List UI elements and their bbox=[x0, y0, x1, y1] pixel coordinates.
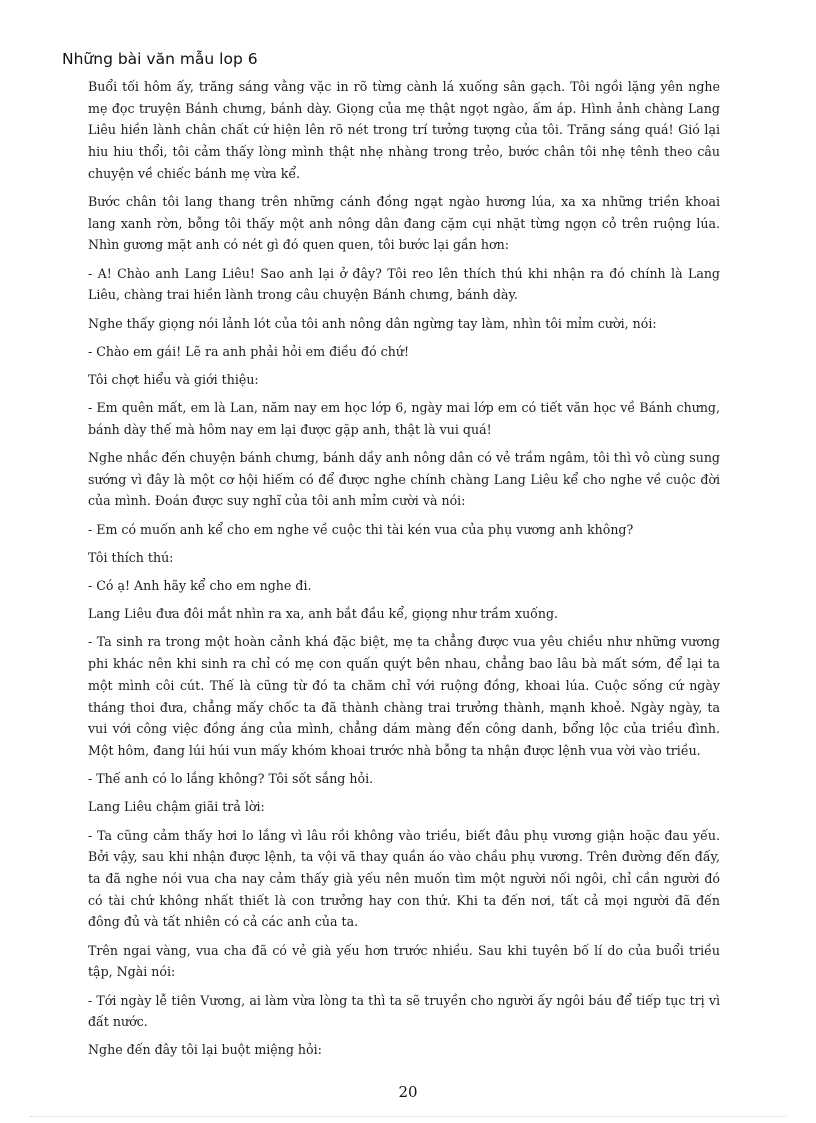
body-text bbox=[88, 76, 720, 1068]
paragraph: - Ta sinh ra trong một hoàn cảnh khá đặc biệt, mẹ ta chẳng được vua yêu chiều như những vương phi khác nên khi sinh ra chỉ có mẹ con quấn quýt bên nhau, chẳng bao lâu bà mất sớm, để lại ta một mình côi cút. Thế là cũng từ đó ta chăm chỉ với ruộng đồng, khoai lúa. Cuộc sống cứ ngày tháng thoi đưa, chẳng mấy chốc ta đã thành chàng trai trưởng thành, mạnh khoẻ. Ngày ngày, ta vui với công việc đồng áng của mình, chẳng dám màng đến công danh, bổng lộc của triều đình. Một hôm, đang lúi húi vun mấy khóm khoai trước nhà bỗng ta nhận được lệnh vua vời vào triều. bbox=[88, 634, 720, 758]
paragraph: - A! Chào anh Lang Liêu! Sao anh lại ở đây? Tôi reo lên thích thú khi nhận ra đó chính là Lang Liêu, chàng trai hiền lành trong câu chuyện Bánh chưng, bánh dày. bbox=[88, 265, 720, 303]
paragraph: Lang Liêu đưa đôi mắt nhìn ra xa, anh bắt đầu kể, giọng như trầm xuống. bbox=[88, 606, 559, 622]
paragraph: Lang Liêu chậm giãi trả lời: bbox=[88, 799, 265, 815]
paragraph: - Chào em gái! Lẽ ra anh phải hỏi em điều đó chứ! bbox=[88, 343, 410, 359]
bottom-divider bbox=[30, 1116, 786, 1117]
paragraph: - Thế anh có lo lắng không? Tôi sốt sắng hỏi. bbox=[88, 771, 374, 787]
paragraph: Nghe thấy giọng nói lảnh lót của tôi anh nông dân ngừng tay làm, nhìn tôi mỉm cười, nói: bbox=[88, 315, 657, 331]
paragraph: - Ta cũng cảm thấy hơi lo lắng vì lâu rồi không vào triều, biết đâu phụ vương giận hoặc đau yếu. Bởi vậy, sau khi nhận được lệnh, ta vội vã thay quần áo vào chầu phụ vương. Trên đường đến đấy, ta đã nghe nói vua cha nay cảm thấy già yếu nên muốn tìm một người nối ngôi, chỉ cần người đó có tài chứ không nhất thiết là con trưởng hay con thứ. Khi ta đến nơi, tất cả mọi người đã đến đông đủ và tất nhiên có cả các anh của ta. bbox=[88, 827, 720, 930]
paragraph: - Tới ngày lễ tiên Vương, ai làm vừa lòng ta thì ta sẽ truyền cho người ấy ngôi báu để tiếp tục trị vì đất nước. bbox=[88, 992, 720, 1030]
paragraph: Nghe nhắc đến chuyện bánh chưng, bánh dầy anh nông dân có vẻ trầm ngâm, tôi thì vô cùng sung sướng vì đây là một cơ hội hiếm có để được nghe chính chàng Lang Liêu kể cho nghe về cuộc đời của mình. Đoán được suy nghĩ của tôi anh mỉm cười và nói: bbox=[88, 450, 720, 509]
paragraph: - Em có muốn anh kể cho em nghe về cuộc thi tài kén vua của phụ vương anh không? bbox=[88, 521, 634, 537]
paragraph: Bước chân tôi lang thang trên những cánh đồng ngạt ngào hương lúa, xa xa những triền khoai lang xanh rờn, bỗng tôi thấy một anh nông dân đang cặm cụi nhặt từng ngọn cỏ trên ruộng lúa. Nhìn gương mặt anh có nét gì đó quen quen, tôi bước lại gần hơn: bbox=[88, 194, 720, 253]
paragraph: - Em quên mất, em là Lan, năm nay em học lớp 6, ngày mai lớp em có tiết văn học về Bánh chưng, bánh dày thế mà hôm nay em lại được gặp anh, thật là vui quá! bbox=[88, 400, 720, 437]
paragraph: Nghe đến đây tôi lại buột miệng hỏi: bbox=[88, 1042, 322, 1058]
paragraph: Buổi tối hôm ấy, trăng sáng vằng vặc in rõ từng cành lá xuống sân gạch. Tôi ngồi lặng yên nghe mẹ đọc truyện Bánh chưng, bánh dày. Giọng của mẹ thật ngọt ngào, ấm áp. Hình ảnh chàng Lang Liêu hiền lành chân chất cứ hiện lên rõ nét trong trí tưởng tượng của tôi. Trăng sáng quá! Gió lại hiu hiu thổi, tôi cảm thấy lòng mình thật nhẹ nhàng trong trẻo, bước chân tôi nhẹ tênh theo câu chuyện về chiếc bánh mẹ vừa kể. bbox=[88, 79, 720, 181]
paragraph: Tôi chợt hiểu và giới thiệu: bbox=[88, 371, 259, 387]
page-number: 20 bbox=[398, 1083, 418, 1101]
paragraph: Trên ngai vàng, vua cha đã có vẻ già yếu hơn trước nhiều. Sau khi tuyên bố lí do của buổi triều tập, Ngài nói: bbox=[88, 942, 720, 980]
page-header: Những bài văn mẫu lop 6 bbox=[62, 50, 258, 68]
paragraph: Tôi thích thú: bbox=[88, 549, 174, 565]
paragraph: - Có ạ! Anh hãy kể cho em nghe đi. bbox=[88, 578, 312, 594]
